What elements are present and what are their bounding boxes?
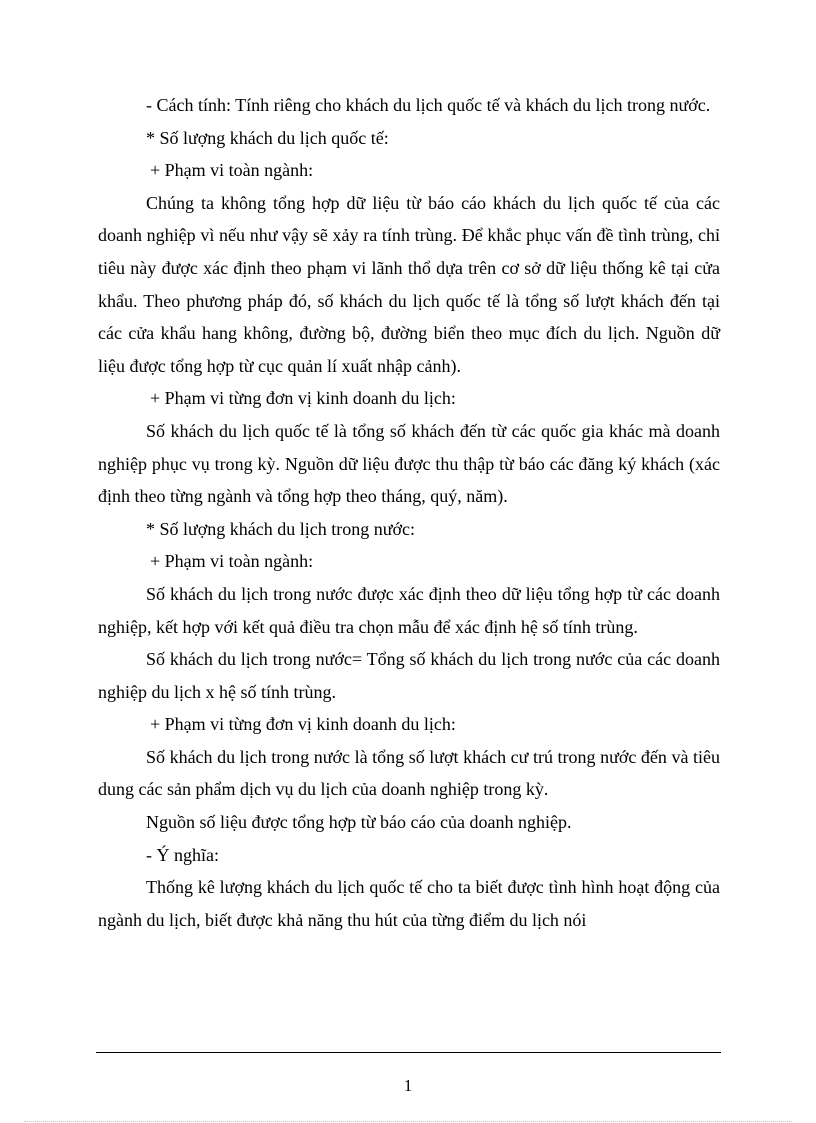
paragraph-domestic-business: Số khách du lịch trong nước là tổng số lượt khách cư trú trong nước đến và tiêu dung các sản phẩm dịch vụ du lịch của doanh nghiệp trong kỳ.	[98, 746, 720, 800]
paragraph-meaning: Thống kê lượng khách du lịch quốc tế cho ta biết được tình hình hoạt động của ngành du lịch, biết được khả năng thu hút của từng điểm du lịch nói	[98, 877, 720, 930]
page-number: 1	[403, 1076, 413, 1095]
subheading-whole-industry: + Phạm vi toàn ngành:	[150, 160, 314, 181]
paragraph-international-industry: Chúng ta không tổng hợp dữ liệu từ báo cáo khách du lịch quốc tế của các doanh nghiệp vì nếu như vậy sẽ xảy ra tính trùng. Để khắc phục vấn đề tình trùng, chỉ tiêu này được xác định theo phạm vi lãnh thổ dựa trên cơ sở dữ liệu thống kê tại cửa khẩu. Theo phương pháp đó, số khách du lịch quốc tế là tổng số lượt khách đến tại các cửa khẩu hang không, đường bộ, đường biển theo mục đích du lịch. Nguồn dữ liệu được tổng hợp từ cục quản lí xuất nhập cảnh).	[98, 192, 720, 376]
heading-international-visitors: * Số lượng khách du lịch quốc tế:	[146, 127, 389, 148]
subheading-whole-industry-domestic: + Phạm vi toàn ngành:	[150, 551, 314, 572]
page-bottom-edge	[24, 1121, 792, 1122]
paragraph-calculation-method: - Cách tính: Tính riêng cho khách du lịch quốc tế và khách du lịch trong nước.	[146, 95, 711, 115]
footer-divider	[96, 1052, 721, 1053]
heading-meaning: - Ý nghĩa:	[146, 844, 219, 865]
subheading-business-unit: + Phạm vi từng đơn vị kinh doanh du lịch:	[150, 388, 456, 409]
subheading-business-unit-domestic: + Phạm vi từng đơn vị kinh doanh du lịch:	[150, 714, 456, 735]
body-text	[98, 89, 720, 936]
paragraph-data-source: Nguồn số liệu được tổng hợp từ báo cáo của doanh nghiệp.	[146, 812, 572, 833]
heading-domestic-visitors: * Số lượng khách du lịch trong nước:	[146, 518, 416, 539]
paragraph-international-business: Số khách du lịch quốc tế là tổng số khách đến từ các quốc gia khác mà doanh nghiệp phục vụ trong kỳ. Nguồn dữ liệu được thu thập từ báo các đăng ký khách (xác định theo từng ngành và tổng hợp theo tháng, quý, năm).	[98, 420, 720, 507]
paragraph-domestic-industry: Số khách du lịch trong nước được xác định theo dữ liệu tổng hợp từ các doanh nghiệp, kết hợp với kết quả điều tra chọn mẫu để xác định hệ số tính trùng.	[98, 583, 720, 637]
paragraph-domestic-formula: Số khách du lịch trong nước= Tổng số khách du lịch trong nước của các doanh nghiệp du lịch x hệ số tính trùng.	[98, 649, 720, 702]
